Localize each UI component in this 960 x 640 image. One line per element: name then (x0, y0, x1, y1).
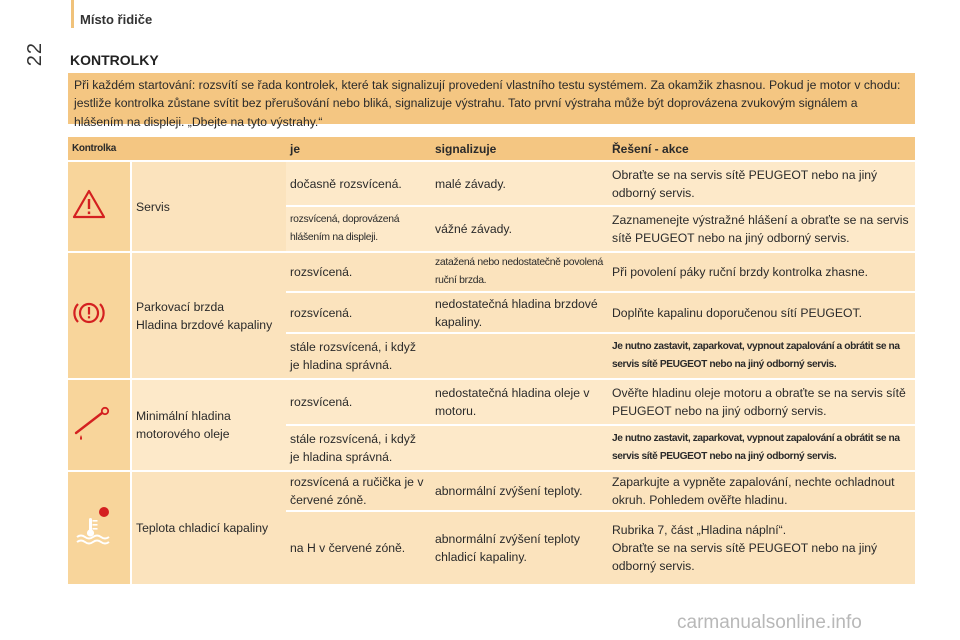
cell-je: stále rozsvícená, i když je hladina správná. (286, 426, 431, 472)
cell-je: dočasně rozsvícená. (286, 162, 431, 207)
brake-icon-cell (68, 253, 132, 380)
cell-je: rozsvícená. (286, 253, 431, 293)
table-header-row (68, 137, 915, 162)
coolant-icon-cell (68, 472, 132, 584)
cell-je: rozsvícená a ručička je v červené zóně. (286, 472, 431, 512)
cell-signalizuje: vážné závady. (431, 207, 608, 253)
brake-warning-icon (72, 299, 106, 327)
warning-triangle-icon (72, 189, 106, 219)
cell-je: na H v červené zóně. (286, 512, 431, 584)
intro-paragraph: Při každém startování: rozsvítí se řada kontrolek, které tak signalizují provedení vlastního testu systémem. Za okamžik zhasnou. Pokud je motor v chodu: jestliže kontrolka zůstane svítit bez přerušování nebo bliká, signalizuje výstrahu. Tato první výstraha může být doprovázena zvukovým signálem a hlášením na displeji. „Dbejte na tyto výstrahy.“ (68, 73, 915, 124)
table-row (68, 162, 915, 207)
header-accent-bar (71, 0, 74, 28)
cell-signalizuje: nedostatečná hladina brzdové kapaliny. (431, 293, 608, 334)
cell-akce: Při povolení páky ruční brzdy kontrolka zhasne. (608, 253, 915, 293)
cell-akce: Ověřte hladinu oleje motoru a obraťte se na servis sítě PEUGEOT nebo na jiný odborný servis. (608, 380, 915, 426)
cell-akce: Obraťte se na servis sítě PEUGEOT nebo na jiný odborný servis. (608, 162, 915, 207)
warning-lights-table (68, 137, 915, 584)
oil-icon-cell (68, 380, 132, 472)
table-row (68, 380, 915, 426)
cell-je: stále rozsvícená, i když je hladina správná. (286, 334, 431, 380)
cell-akce: Rubrika 7, část „Hladina náplní“. Obraťte se na servis sítě PEUGEOT nebo na jiný odborný servis. (608, 512, 915, 584)
watermark: carmanualsonline.info (677, 612, 862, 633)
header-name (132, 137, 286, 162)
oil-can-icon (72, 405, 112, 441)
table-row (68, 472, 915, 512)
cell-akce: Je nutno zastavit, zaparkovat, vypnout zapalování a obrátit se na servis sítě PEUGEOT nebo na jiný odborný servis. (608, 334, 915, 380)
cell-akce: Doplňte kapalinu doporučenou sítí PEUGEOT. (608, 293, 915, 334)
table-row (68, 253, 915, 293)
header-kontrolka: Kontrolka (68, 137, 132, 162)
cell-signalizuje: abnormální zvýšení teploty. (431, 472, 608, 512)
cell-akce: Zaparkujte a vypněte zapalování, nechte ochladnout okruh. Pohledem ověřte hladinu. (608, 472, 915, 512)
section-title: KONTROLKY (70, 52, 159, 68)
header-je: je (286, 137, 431, 162)
cell-akce: Zaznamenejte výstražné hlášení a obraťte se na servis sítě PEUGEOT nebo na jiný odborný servis. (608, 207, 915, 253)
cell-je: rozsvícená, doprovázená hlášením na displeji. (286, 207, 431, 253)
header-akce: Řešení - akce (608, 137, 915, 162)
cell-je: rozsvícená. (286, 293, 431, 334)
cell-je: rozsvícená. (286, 380, 431, 426)
cell-signalizuje: abnormální zvýšení teploty chladicí kapaliny. (431, 512, 608, 584)
group-name: Minimální hladina motorového oleje (132, 380, 286, 472)
group-name: Servis (132, 162, 286, 253)
page-header-title: Místo řidiče (80, 12, 153, 27)
cell-signalizuje: nedostatečná hladina oleje v motoru. (431, 380, 608, 426)
page-number: 22 (24, 42, 46, 67)
cell-signalizuje (431, 426, 608, 472)
group-name: Teplota chladicí kapaliny (132, 472, 286, 584)
cell-akce: Je nutno zastavit, zaparkovat, vypnout zapalování a obrátit se na servis sítě PEUGEOT nebo na jiný odborný servis. (608, 426, 915, 472)
servis-icon-cell (68, 162, 132, 253)
header-signalizuje: signalizuje (431, 137, 608, 162)
cell-signalizuje: malé závady. (431, 162, 608, 207)
group-name: Parkovací brzda Hladina brzdové kapaliny (132, 253, 286, 380)
coolant-temperature-icon (72, 506, 114, 546)
cell-signalizuje (431, 334, 608, 380)
cell-signalizuje: zatažená nebo nedostatečně povolená ruční brzda. (431, 253, 608, 293)
